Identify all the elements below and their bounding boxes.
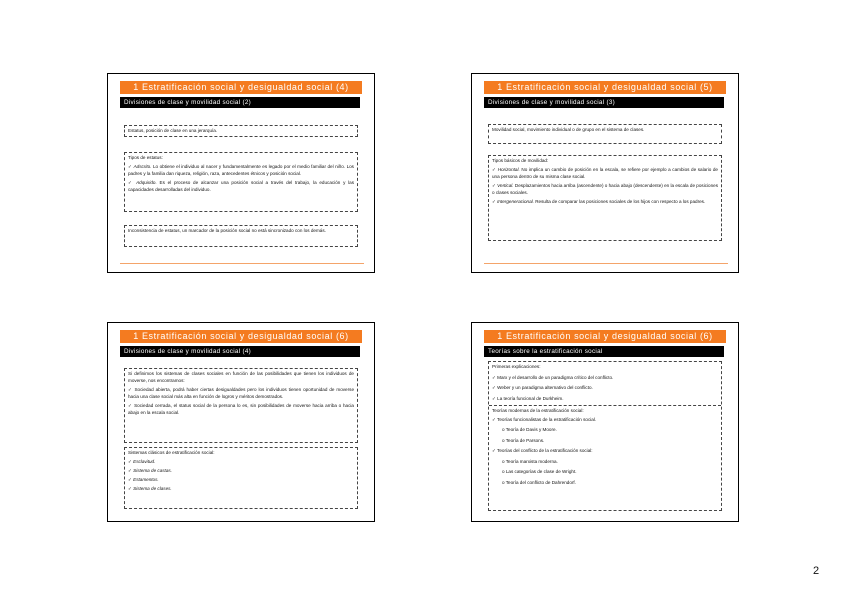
box-text: Inconsistencia de estatus, un marcador de la posición social no está sincronizado con los demás. xyxy=(128,228,326,233)
sub-list-item: o Las categorías de clase de Wright. xyxy=(502,469,577,474)
divider xyxy=(489,405,721,406)
list-item: ✓ Weber y un paradigma alternativo del conflicto. xyxy=(492,385,593,390)
box-heading: Tipos básicos de movilidad: xyxy=(492,158,549,163)
content-box xyxy=(124,225,358,247)
list-item: ✓ Sistema de clases. xyxy=(128,486,172,491)
list-item: ✓ Intergeneracional. Resulta de comparar las posiciones sociales de los hijos con respecto a los padres. xyxy=(492,199,706,204)
slide-subtitle: Divisiones de clase y movilidad social (3) xyxy=(484,97,724,108)
box-text: Movilidad social, movimiento individual o de grupo en el sistema de clases. xyxy=(492,127,645,132)
content-box xyxy=(488,124,722,144)
slide-title: 1 Estratificación social y desigualdad social (6) xyxy=(120,330,362,343)
slide-title: 1 Estratificación social y desigualdad social (5) xyxy=(484,81,726,94)
sub-list-item: o Teoría marxista moderna. xyxy=(502,458,558,464)
box-heading: Primeras explicaciones: xyxy=(492,364,541,369)
slide-title: 1 Estratificación social y desigualdad social (4) xyxy=(120,81,362,94)
list-item: ✓ Adscrito. Lo obtiene el individuo al nacer y fundamentalmente es legado por el medio familiar del niño. Los padres y la familia dan riqueza, religión, raza, antecedentes étnicos y posición social. xyxy=(128,164,354,176)
box-text: Estatus, posición de clase en una jerarquía. xyxy=(128,128,218,133)
content-box xyxy=(124,125,358,137)
content-box xyxy=(488,361,722,511)
slide-7 xyxy=(471,322,739,522)
list-item: ✓ Vertical. Desplazamientos hacia arriba (ascendente) o hacia abajo (descendente) en la escala de posiciones o clases sociales. xyxy=(492,183,718,195)
box-heading: Tipos de estatus: xyxy=(128,155,163,160)
list-item: ✓ Esclavitud. xyxy=(128,459,156,464)
slide-subtitle: Divisiones de clase y movilidad social (2) xyxy=(120,97,360,108)
list-item: ✓ Sistema de castas. xyxy=(128,468,172,473)
list-item: ✓ Marx y el desarrollo de un paradigma crítico del conflicto. xyxy=(492,374,614,380)
footer-rule xyxy=(120,263,364,264)
slide-subtitle: Teorías sobre la estratificación social xyxy=(484,346,724,357)
content-box xyxy=(124,447,358,509)
content-box xyxy=(488,155,722,241)
list-item: ✓ Horizontal. No implica un cambio de posición en la escala, se refiere por ejemplo a cambios de salario de una persona dentro de su misma clase social. xyxy=(492,167,718,179)
list-item: ✓ Teorías funcionalistas de la estratificación social. xyxy=(492,416,597,422)
slide-6 xyxy=(107,322,375,522)
sub-list-item: o Teoría del conflicto de Dahrendorf. xyxy=(502,479,576,485)
slide-4 xyxy=(107,73,375,273)
content-box xyxy=(124,152,358,212)
list-item: ✓ Sociedad cerrada, el status social de la persona lo es, sin posibilidades de moverse hacia arriba o hacia abajo en la escala social. xyxy=(128,403,354,415)
box-text: Si definimos los sistemas de clases sociales en función de las posibilidades que tienen los individuos de moverse, nos encontramos: xyxy=(128,371,354,383)
sub-list-item: o Teoría de Davis y Moore. xyxy=(502,427,557,432)
list-item: ✓ Sociedad abierta, podrá haber ciertas desigualdades pero los individuos tienen oportunidad de moverse hacia una clase social más alta en función de logros y méritos demostrados. xyxy=(128,387,354,399)
list-item: ✓ Estamentos. xyxy=(128,477,159,482)
page-number: 2 xyxy=(813,565,820,577)
slide-title: 1 Estratificación social y desigualdad social (6) xyxy=(484,330,726,343)
sub-list-item: o Teoría de Parsons. xyxy=(502,437,545,443)
slide-subtitle: Divisiones de clase y movilidad social (4) xyxy=(120,346,360,357)
list-item: ✓ Adquirido. Es el proceso de alcanzar una posición social a través del trabajo, la educación y las capacidades desarrolladas del individuo. xyxy=(128,180,354,192)
slide-5 xyxy=(471,73,739,273)
footer-rule xyxy=(484,263,728,264)
list-item: ✓ La teoría funcional de Durkheim. xyxy=(492,395,564,401)
list-item: ✓ Teorías del conflicto de la estratificación social: xyxy=(492,448,593,453)
content-box xyxy=(124,368,358,443)
box-heading: Sistemas clásicos de estratificación social: xyxy=(128,450,215,455)
box-heading: Teorías modernas de la estratificación social: xyxy=(492,408,584,413)
